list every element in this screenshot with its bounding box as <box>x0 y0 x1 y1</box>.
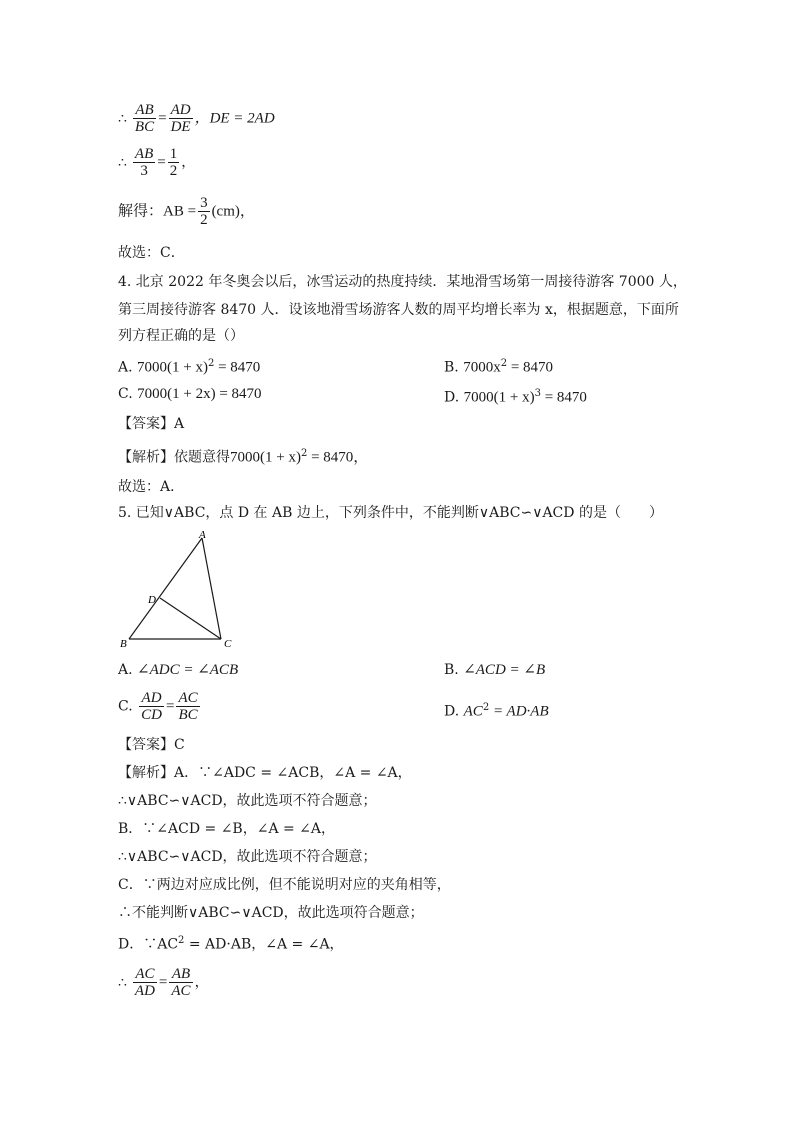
denominator: CD <box>141 707 162 723</box>
denominator: DE <box>170 119 191 135</box>
therefore-symbol: ∴ <box>118 974 127 991</box>
fraction-ab-ac <box>169 966 192 999</box>
numerator: AC <box>133 966 157 983</box>
solve-prefix: 解得：AB = <box>118 203 197 220</box>
choose-c-line: 故选：C． <box>118 245 185 261</box>
q4-option-b <box>444 354 553 378</box>
denominator: AD <box>134 983 155 999</box>
vertex-label-d: D <box>148 594 156 606</box>
equals-sign: = <box>158 974 168 991</box>
equals-sign: = <box>158 110 167 127</box>
q4-stem-line1: 4. 北京 2022 年冬奥会以后，冰雪运动的热度持续．某地滑雪场第一周接待游客 7000 人， <box>118 274 687 290</box>
q5-option-a <box>118 660 238 680</box>
fraction-1-2 <box>168 146 180 179</box>
therefore-symbol: ∴ <box>118 154 127 171</box>
q5-option-c <box>118 690 202 723</box>
step-ratio-line <box>118 102 275 135</box>
numerator: AB <box>169 966 192 983</box>
option-base: AC <box>463 703 483 720</box>
option-label: A. <box>118 662 133 678</box>
side-ac <box>202 538 221 639</box>
fraction-ab-3 <box>133 146 155 179</box>
q4-option-a <box>118 354 260 378</box>
vertex-label-a: A <box>199 529 206 541</box>
numerator: 1 <box>169 146 178 162</box>
fraction-ac-ad <box>133 966 157 999</box>
exponent: 2 <box>500 358 508 369</box>
q4-analysis <box>118 444 368 468</box>
numerator: AD <box>139 690 164 707</box>
q5-analysis-a1: 【解析】A．∵∠ADC = ∠ACB，∠A = ∠A， <box>118 765 412 781</box>
option-tail: = 8470 <box>214 359 261 376</box>
q5-analysis-c2: ∴不能判断∨ABC∽∨ACD，故此选项符合题意； <box>118 905 424 921</box>
analysis-prefix: D．∵AC <box>118 936 179 953</box>
option-label: D. <box>444 389 460 406</box>
denominator: BC <box>178 707 198 723</box>
segment-cd <box>160 598 221 639</box>
triangle-diagram <box>110 528 250 654</box>
denominator: 3 <box>140 163 148 179</box>
numerator: AD <box>170 102 191 118</box>
q4-answer: 【答案】A <box>118 416 185 432</box>
analysis-tail: = 8470， <box>307 449 369 466</box>
punctuation: ， <box>181 154 196 171</box>
denominator: AC <box>171 983 191 999</box>
option-label: B. <box>444 359 459 376</box>
numerator: AB <box>133 102 156 119</box>
option-label: D. <box>444 703 460 720</box>
exponent: 2 <box>178 935 185 946</box>
fraction-ac-bc <box>176 690 199 723</box>
option-label: C. <box>118 698 133 715</box>
equals-sign: = <box>157 154 166 171</box>
option-label: A. <box>118 359 133 376</box>
q4-option-c <box>118 384 262 404</box>
option-base: 7000(1 + x) <box>137 359 208 376</box>
punctuation: ， <box>194 974 209 991</box>
numerator: 3 <box>200 195 208 211</box>
q4-option-d <box>444 384 587 408</box>
therefore-symbol: ∴ <box>118 110 127 127</box>
vertex-label-b: B <box>120 638 127 650</box>
numerator: AC <box>178 690 198 706</box>
q5-option-d <box>444 698 549 722</box>
exponent: 2 <box>207 358 215 369</box>
fraction-ad-de <box>169 102 193 135</box>
fraction-ad-cd <box>139 690 164 723</box>
q5-answer: 【答案】C <box>118 737 185 753</box>
q5-analysis-b2: ∴∨ABC∽∨ACD，故此选项不符合题意； <box>118 849 377 865</box>
q4-choose: 故选：A． <box>118 479 185 495</box>
step-substitute-line <box>118 146 195 179</box>
q5-analysis-c1: C．∵两边对应成比例，但不能说明对应的夹角相等， <box>118 877 451 893</box>
step-solve-line <box>118 195 255 228</box>
exponent: 2 <box>482 702 490 713</box>
numerator: AB <box>134 146 154 162</box>
option-label: B. <box>444 662 459 678</box>
fraction-ab-bc <box>133 102 156 135</box>
option-base: 7000x <box>463 359 501 376</box>
q5-final-ratio <box>118 966 209 999</box>
analysis-prefix: 【解析】依题意得 <box>118 449 230 466</box>
q5-stem: 5. 已知∨ABC，点 D 在 AB 边上，下列条件中，不能判断∨ABC∽∨ACD 的是（ ） <box>118 505 663 521</box>
q5-analysis-d1 <box>118 931 344 955</box>
denominator: 2 <box>169 163 178 179</box>
equation-tail: ，DE = 2AD <box>194 110 275 127</box>
q5-analysis-b1: B．∵∠ACD = ∠B，∠A = ∠A， <box>118 821 336 837</box>
unit-cm: (cm)， <box>211 203 255 220</box>
q4-stem-line3: 列方程正确的是（） <box>118 328 244 344</box>
option-text: ∠ADC = ∠ACB <box>137 662 239 678</box>
q5-analysis-a2: ∴∨ABC∽∨ACD，故此选项不符合题意； <box>118 793 377 809</box>
analysis-tail: = AD·AB，∠A = ∠A， <box>184 936 344 953</box>
side-ab <box>129 538 202 639</box>
option-tail: = AD·AB <box>489 703 549 720</box>
equals-sign: = <box>165 698 175 715</box>
analysis-base: 7000(1 + x) <box>230 449 301 466</box>
fraction-3-2 <box>198 195 210 228</box>
q5-option-b <box>444 660 545 680</box>
option-text: ∠ACD = ∠B <box>463 662 546 678</box>
exponent: 2 <box>300 448 308 459</box>
vertex-label-c: C <box>224 638 232 650</box>
denominator: 2 <box>200 212 208 228</box>
denominator: BC <box>134 119 155 135</box>
option-base: 7000(1 + 2x) = 8470 <box>137 386 262 402</box>
option-base: 7000(1 + x) <box>463 389 535 406</box>
option-tail: = 8470 <box>540 389 587 406</box>
option-tail: = 8470 <box>507 359 554 376</box>
q4-stem-line2: 第三周接待游客 8470 人．设该地滑雪场游客人数的周平均增长率为 x，根据题意，下面所 <box>118 302 679 318</box>
exponent: 3 <box>534 388 541 399</box>
option-label: C. <box>118 386 133 402</box>
